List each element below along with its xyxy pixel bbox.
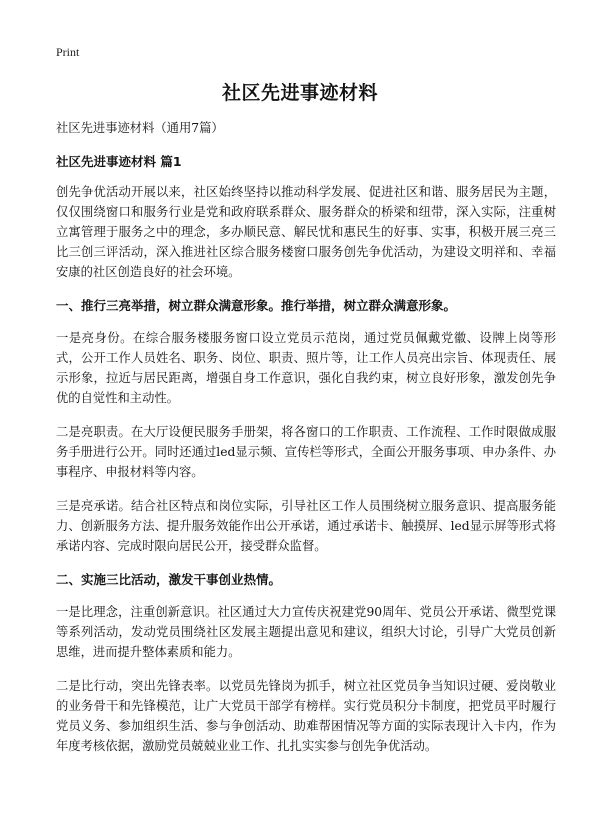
section2-paragraph-1: 一是比理念，注重创新意识。社区通过大力宣传庆祝建党90周年、党员公开承诺、微型党课等系列活动，发动党员围绕社区发展主题提出意见和建议，组织大讨论，引导广大党员创新思维，进而提升整体素质和能力。 [56, 605, 556, 659]
print-link[interactable]: Print [56, 45, 80, 59]
article-heading: 社区先进事迹材料 篇1 [56, 154, 182, 169]
article-content [56, 118, 556, 770]
section-heading-1: 一、推行三亮举措，树立群众满意形象。推行举措，树立群众满意形象。 [56, 298, 457, 313]
section1-paragraph-2: 二是亮职责。在大厅设便民服务手册架，将各窗口的工作职责、工作流程、工作时限做成服务手册进行公开。同时还通过led显示频、宣传栏等形式，全面公开服务事项、申办条件、办事程序、申报材料等内容。 [56, 425, 556, 479]
section1-paragraph-1: 一是亮身份。在综合服务楼服务窗口设立党员示范岗，通过党员佩戴党徽、设牌上岗等形式，公开工作人员姓名、职务、岗位、职责、照片等，让工作人员亮出宗旨、体现责任、展示形象，拉近与居民距离，增强自身工作意识，强化自我约束，树立良好形象，激发创先争优的自觉性和主动性。 [56, 331, 556, 405]
page-title: 社区先进事迹材料 [221, 82, 378, 104]
section1-paragraph-3: 三是亮承诺。结合社区特点和岗位实际，引导社区工作人员围绕树立服务意识、提高服务能力、创新服务方法、提升服务效能作出公开承诺，通过承诺卡、触摸屏、led显示屏等形式将承诺内容、完成时限向居民公开，接受群众监督。 [56, 499, 556, 553]
document-subtitle: 社区先进事迹材料（通用7篇） [56, 121, 224, 135]
section2-paragraph-2: 二是比行动，突出先锋表率。以党员先锋岗为抓手，树立社区党员争当知识过硬、爱岗敬业的业务骨干和先锋模范，让广大党员干部学有榜样。实行党员积分卡制度，把党员平时履行党员义务、参加组织生活、参与争创活动、助难帮困情况等方面的实际表现计入卡内，作为年度考核依据，激励党员兢兢业业工作、扎扎实实参与创先争优活动。 [56, 679, 556, 753]
section-heading-2: 二、实施三比活动，激发干事创业热情。 [56, 572, 282, 587]
intro-paragraph: 创先争优活动开展以来，社区始终坚持以推动科学发展、促进社区和谐、服务居民为主题，仅仅围绕窗口和服务行业是党和政府联系群众、服务群众的桥梁和纽带，深入实际，注重树立寓管理于服务之中的理念，多办顺民意、解民忧和惠民生的好事、实事，积极开展三亮三比三创三评活动，深入推进社区综合服务楼窗口服务创先争优活动，为建设文明祥和、幸福安康的社区创造良好的社会环境。 [56, 185, 556, 279]
